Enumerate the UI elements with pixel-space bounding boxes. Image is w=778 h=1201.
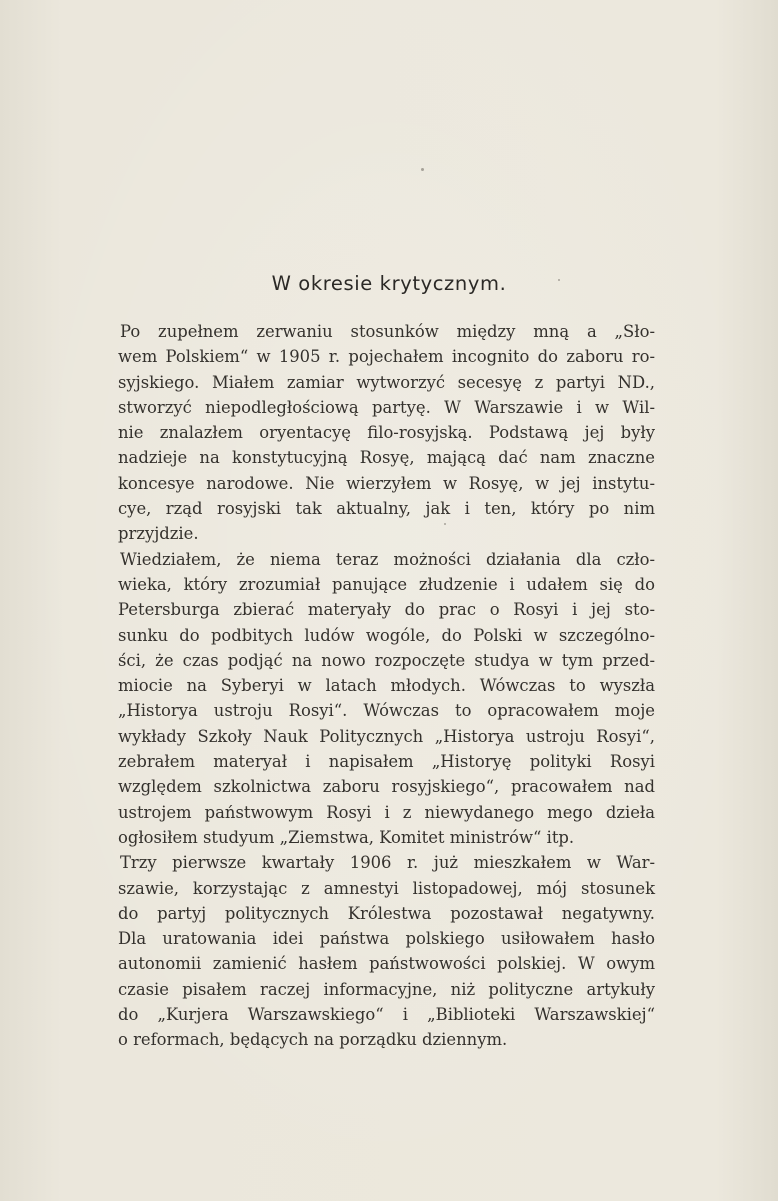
text-line: względem szkolnictwa zaboru rosyjskiego“, pracowałem nad — [118, 777, 655, 797]
paper-speck — [421, 168, 424, 171]
text-line: wykłady Szkoły Nauk Politycznych „Historya ustroju Rosyi“, — [118, 726, 655, 746]
text-line: sunku do podbitych ludów wogóle, do Polski w szczególno- — [118, 625, 655, 645]
text-line: ustrojem państwowym Rosyi i z niewydanego mego dzieła — [118, 802, 655, 822]
text-line: ści, że czas podjąć na nowo rozpoczęte studya w tym przed- — [118, 650, 655, 670]
text-line: do „Kurjera Warszawskiego“ i „Biblioteki Warszawskiej“ — [118, 1005, 655, 1025]
text-line: o reformach, będących na porządku dziennym. — [118, 1030, 508, 1050]
text-line: Dla uratowania idei państwa polskiego usiłowałem hasło — [118, 929, 655, 949]
text-line: wieka, który zrozumiał panujące złudzenie i udałem się do — [118, 574, 655, 594]
text-line: miocie na Syberyi w latach młodych. Wówczas to wyszła — [118, 676, 655, 696]
text-line: zebrałem materyał i napisałem „Historyę polityki Rosyi — [118, 752, 655, 772]
text-line: do partyj politycznych Królestwa pozostawał negatywny. — [118, 903, 655, 923]
text-line: koncesye narodowe. Nie wierzyłem w Rosyę, w jej instytu- — [118, 473, 655, 493]
text-line: stworzyć niepodległościową partyę. W Warszawie i w Wil- — [118, 397, 655, 417]
text-line: syjskiego. Miałem zamiar wytworzyć secesyę z partyi ND., — [118, 372, 655, 392]
body-text — [118, 319, 655, 1053]
text-line: Trzy pierwsze kwartały 1906 r. już mieszkałem w War- — [120, 853, 655, 873]
text-line: Petersburga zbierać materyały do prac o Rosyi i jej sto- — [118, 600, 655, 620]
text-line: cye, rząd rosyjski tak aktualny, jak i ten, który po nim — [118, 499, 655, 519]
text-line: nie znalazłem oryentacyę filo-rosyjską. Podstawą jej były — [118, 423, 655, 443]
text-line: Wiedziałem, że niema teraz możności działania dla czło- — [120, 549, 655, 569]
chapter-heading: W okresie krytycznym. — [271, 272, 507, 295]
text-line: przyjdzie. — [118, 524, 199, 544]
text-line: ogłosiłem studyum „Ziemstwa, Komitet ministrów“ itp. — [118, 827, 575, 847]
text-line: czasie pisałem raczej informacyjne, niż polityczne artykuły — [118, 979, 655, 999]
text-line: autonomii zamienić hasłem państwowości polskiej. W owym — [118, 954, 655, 974]
text-line: szawie, korzystając z amnestyi listopadowej, mój stosunek — [118, 878, 655, 898]
text-line: nadzieje na konstytucyjną Rosyę, mającą dać nam znaczne — [118, 448, 655, 468]
text-line: Po zupełnem zerwaniu stosunków między mną a „Sło- — [120, 322, 655, 341]
text-line: wem Polskiem“ w 1905 r. pojechałem incognito do zaboru ro- — [118, 347, 655, 367]
text-line: „Historya ustroju Rosyi“. Wówczas to opracowałem moje — [118, 701, 655, 721]
